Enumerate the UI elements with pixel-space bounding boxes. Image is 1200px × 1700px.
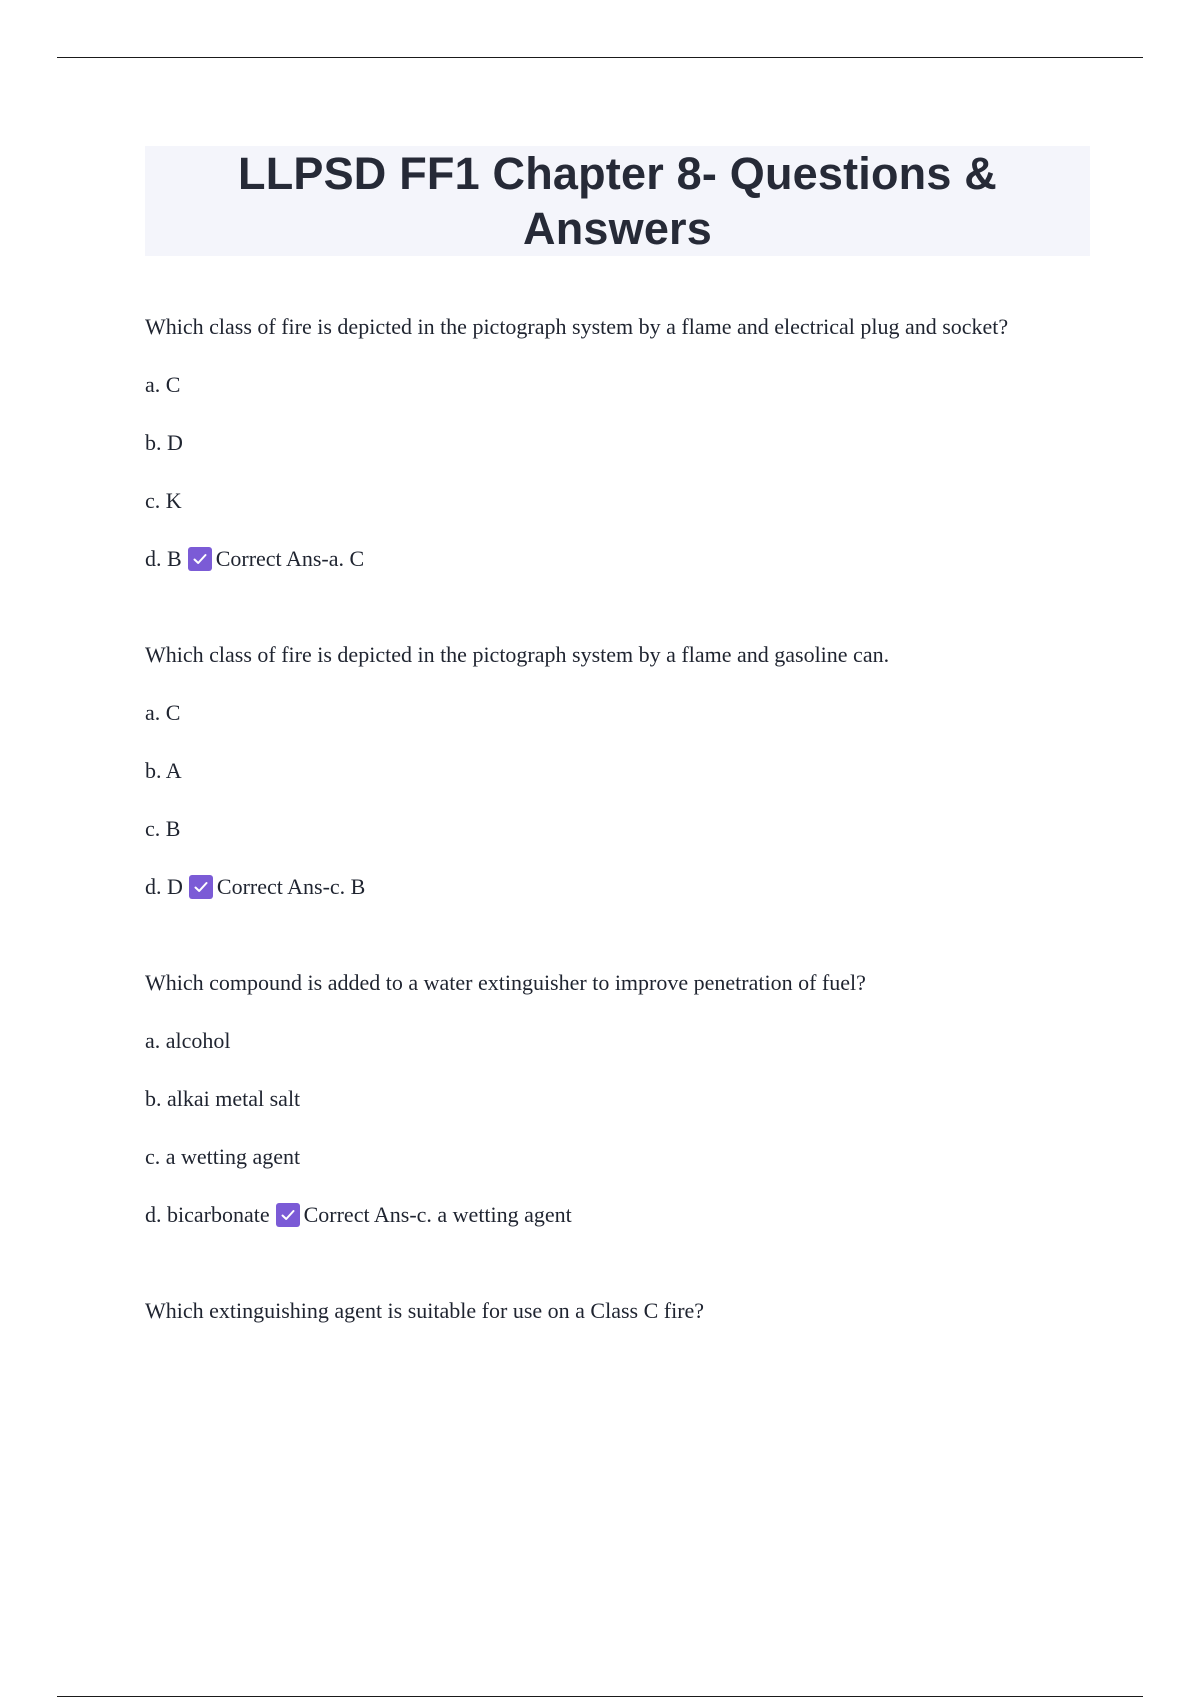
option-d-with-answer [145, 867, 1090, 907]
correct-answer: Correct Ans-c. B [216, 874, 366, 899]
top-rule [57, 57, 1143, 58]
option-text: a. alcohol [145, 1028, 231, 1053]
question-block [145, 963, 1090, 1235]
option-text: d. D [145, 874, 183, 899]
bottom-rule [57, 1696, 1143, 1697]
checkmark-icon [276, 1203, 300, 1227]
question-list [145, 307, 1090, 1331]
option-c [145, 1137, 1090, 1177]
document-body [145, 146, 1090, 1387]
option-d-with-answer [145, 1195, 1090, 1235]
option-a [145, 693, 1090, 733]
question-block [145, 1291, 1090, 1331]
question-block [145, 635, 1090, 907]
option-text: a. C [145, 372, 181, 397]
option-a [145, 365, 1090, 405]
page-title: LLPSD FF1 Chapter 8- Questions & Answers [238, 148, 997, 254]
option-text: b. A [145, 758, 182, 783]
option-b [145, 751, 1090, 791]
option-text: d. B [145, 546, 182, 571]
option-c [145, 481, 1090, 521]
correct-answer: Correct Ans-c. a wetting agent [303, 1202, 572, 1227]
option-text: a. C [145, 700, 181, 725]
option-text: b. alkai metal salt [145, 1086, 301, 1111]
correct-answer: Correct Ans-a. C [215, 546, 365, 571]
option-d-with-answer [145, 539, 1090, 579]
option-text: c. B [145, 816, 181, 841]
option-text: d. bicarbonate [145, 1202, 270, 1227]
option-b [145, 423, 1090, 463]
option-text: b. D [145, 430, 183, 455]
question-block [145, 307, 1090, 579]
option-a [145, 1021, 1090, 1061]
question-text: Which class of fire is depicted in the pictograph system by a flame and gasoline can. [145, 642, 890, 667]
option-text: c. a wetting agent [145, 1144, 301, 1169]
option-c [145, 809, 1090, 849]
checkmark-icon [188, 547, 212, 571]
option-b [145, 1079, 1090, 1119]
question-text: Which extinguishing agent is suitable for use on a Class C fire? [145, 1298, 705, 1323]
checkmark-icon [189, 875, 213, 899]
question-text: Which compound is added to a water extinguisher to improve penetration of fuel? [145, 970, 866, 995]
title-banner [145, 146, 1090, 256]
option-text: c. K [145, 488, 182, 513]
question-text: Which class of fire is depicted in the pictograph system by a flame and electrical plug and socket? [145, 314, 1009, 339]
